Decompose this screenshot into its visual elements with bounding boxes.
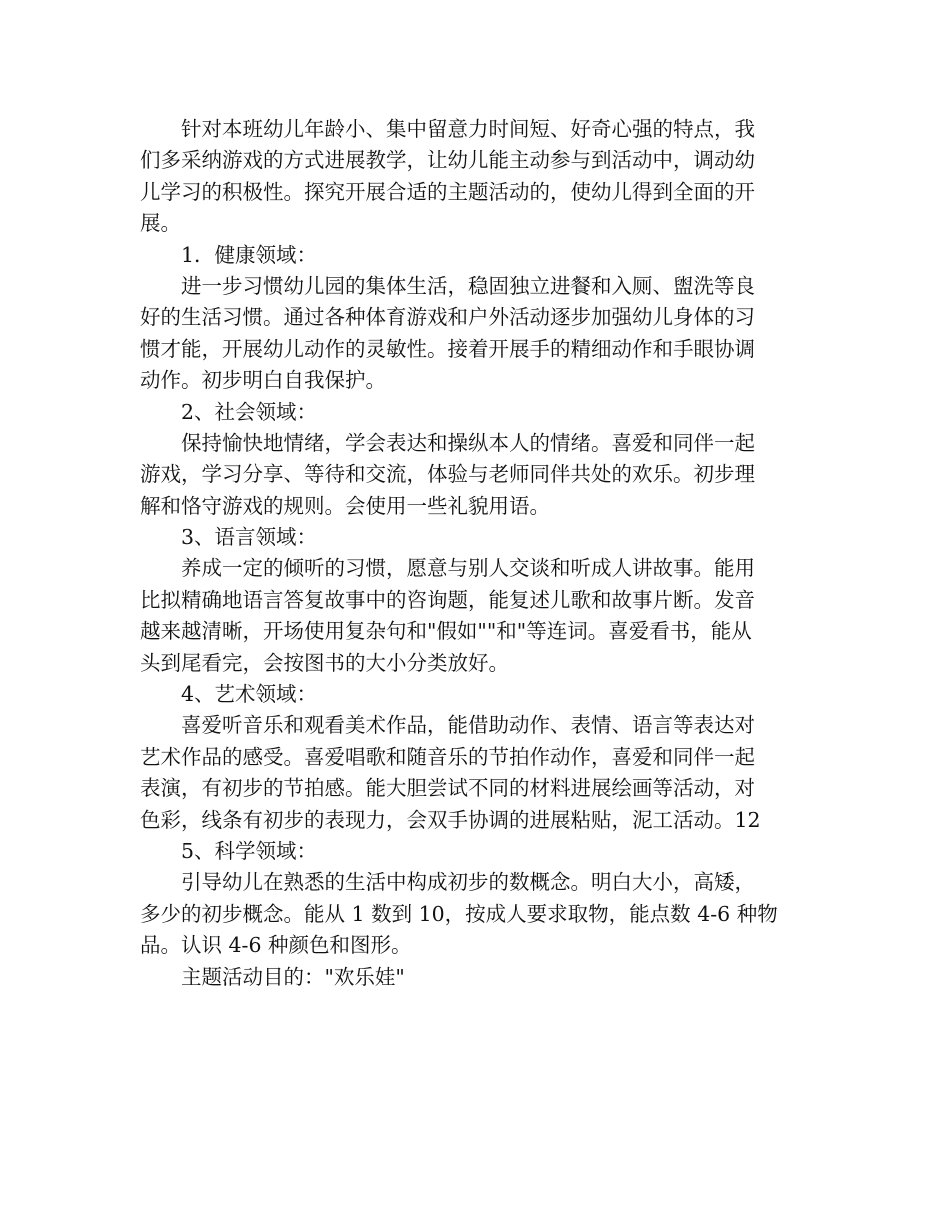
paragraph-line: 表演，有初步的节拍感。能大胆尝试不同的材料进展绘画等活动，对: [140, 776, 755, 801]
paragraph-line: 保持愉快地情绪，学会表达和操纵本人的情绪。喜爱和同伴一起: [181, 430, 755, 455]
section-heading-social: 2、社会领域：: [181, 399, 318, 424]
paragraph-line: 儿学习的积极性。探究开展合适的主题活动的，使幼儿得到全面的开: [140, 179, 755, 204]
paragraph-line: 展。: [140, 211, 181, 236]
paragraph-line: 养成一定的倾听的习惯，愿意与别人交谈和听成人讲故事。能用: [181, 556, 755, 581]
document-body: [140, 114, 815, 993]
paragraph-line: 惯才能，开展幼儿动作的灵敏性。接着开展手的精细动作和手眼协调: [140, 336, 755, 361]
section-heading-art: 4、艺术领域：: [181, 682, 318, 707]
paragraph-line: 多少的初步概念。能从 1 数到 10，按成人要求取物，能点数 4-6 种物: [140, 901, 778, 926]
paragraph-line: 头到尾看完，会按图书的大小分类放好。: [140, 650, 509, 675]
paragraph-line: 艺术作品的感受。喜爱唱歌和随音乐的节拍作动作，喜爱和同伴一起: [140, 744, 755, 769]
theme-activity-heading: 主题活动目的："欢乐娃": [181, 964, 405, 989]
paragraph-line: 进一步习惯幼儿园的集体生活，稳固独立进餐和入厕、盥洗等良: [181, 273, 755, 298]
paragraph-line: 色彩，线条有初步的表现力，会双手协调的进展粘贴，泥工活动。12: [140, 807, 761, 832]
section-heading-health: 1．健康领域：: [181, 242, 318, 267]
paragraph-line: 比拟精确地语言答复故事中的咨询题，能复述儿歌和故事片断。发音: [140, 587, 755, 612]
section-heading-language: 3、语言领域：: [181, 525, 318, 550]
paragraph-line: 好的生活习惯。通过各种体育游戏和户外活动逐步加强幼儿身体的习: [140, 305, 755, 330]
paragraph-line: 品。认识 4-6 种颜色和图形。: [140, 933, 412, 958]
paragraph-line: 游戏，学习分享、等待和交流，体验与老师同伴共处的欢乐。初步理: [140, 462, 755, 487]
paragraph-line: 解和恪守游戏的规则。会使用一些礼貌用语。: [140, 493, 550, 518]
paragraph-line: 越来越清晰，开场使用复杂句和"假如""和"等连词。喜爱看书，能从: [140, 619, 752, 644]
paragraph-line: 针对本班幼儿年龄小、集中留意力时间短、好奇心强的特点，我: [181, 117, 755, 141]
paragraph-line: 动作。初步明白自我保护。: [140, 368, 386, 393]
paragraph-line: 们多采纳游戏的方式进展教学，让幼儿能主动参与到活动中，调动幼: [140, 148, 755, 173]
section-heading-science: 5、科学领域：: [181, 838, 318, 863]
paragraph-line: 喜爱听音乐和观看美术作品，能借助动作、表情、语言等表达对: [181, 713, 755, 738]
paragraph-line: 引导幼儿在熟悉的生活中构成初步的数概念。明白大小，高矮，: [181, 870, 755, 895]
